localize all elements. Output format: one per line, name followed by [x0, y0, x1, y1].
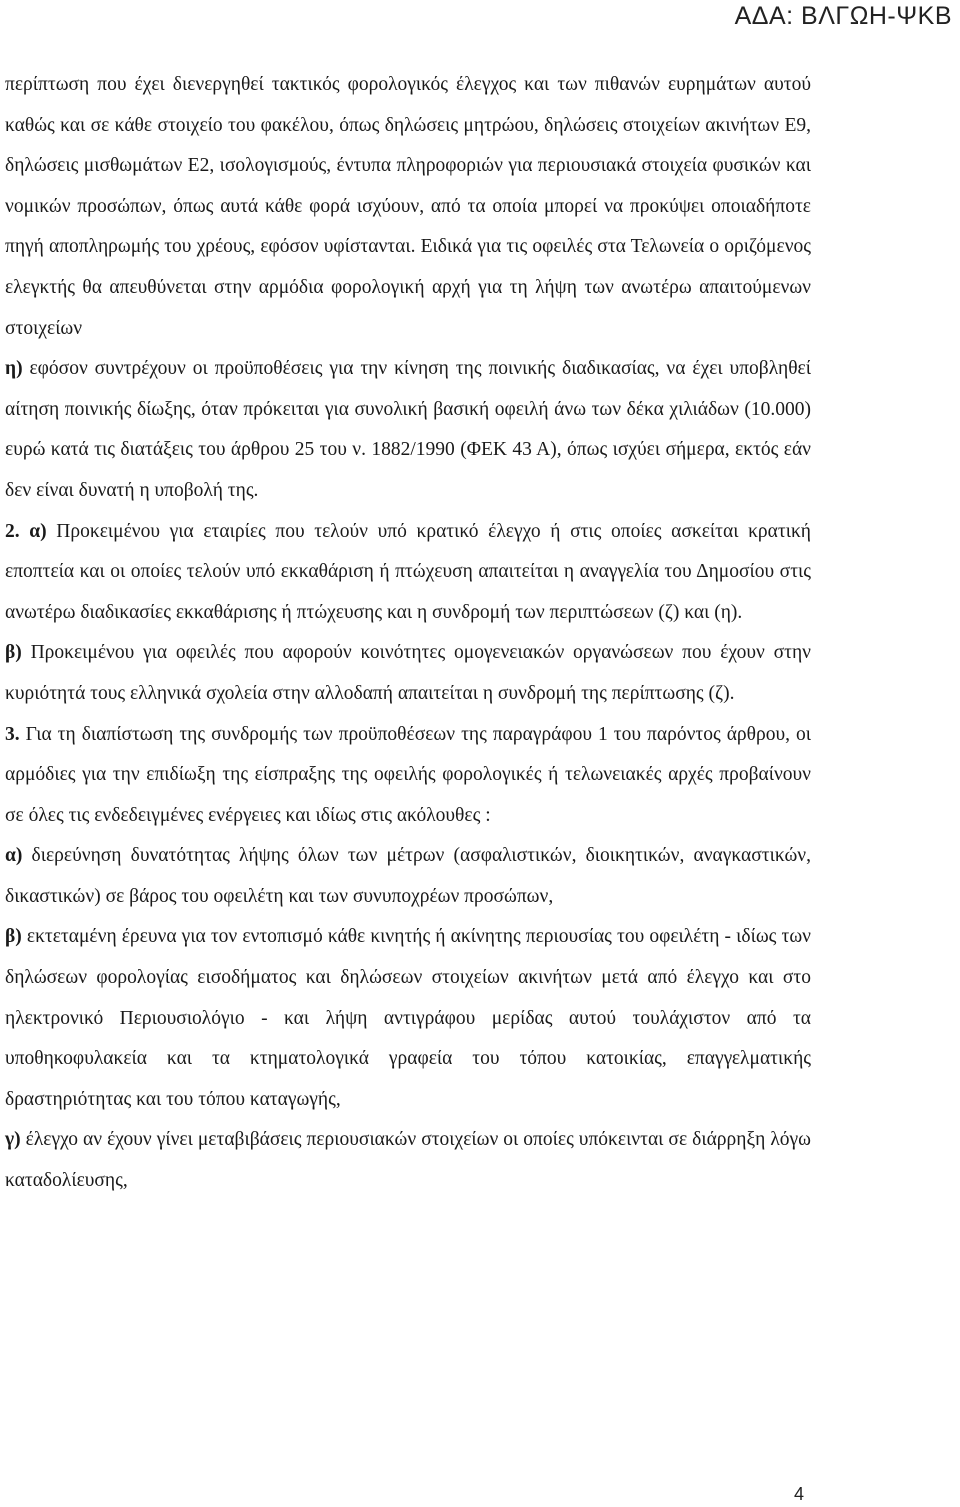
- item-label: η): [5, 358, 23, 380]
- paragraph-text: Προκειμένου για οφειλές που αφορούν κοινότητες ομογενειακών οργανώσεων που έχουν στην κυριότητά τους ελληνικά σχολεία στην αλλοδαπή απαιτείται η συνδρομή της περίπτωσης (ζ).: [5, 642, 811, 704]
- item-label: 2. α): [5, 520, 47, 542]
- paragraph-continuation: [5, 65, 811, 349]
- paragraph-3-beta: [5, 917, 811, 1120]
- item-label: β): [5, 926, 22, 948]
- ada-code-header: ΑΔΑ: ΒΛΓΩΗ-ΨΚΒ: [734, 2, 952, 30]
- item-label: α): [5, 845, 23, 867]
- document-body: [5, 65, 811, 1202]
- paragraph-3-gamma: [5, 1120, 811, 1201]
- page-number: 4: [794, 1484, 805, 1504]
- item-label: β): [5, 642, 22, 664]
- paragraph-text: διερεύνηση δυνατότητας λήψης όλων των μέτρων (ασφαλιστικών, διοικητικών, αναγκαστικών, δικαστικών) σε βάρος του οφειλέτη και των συνυποχρέων προσώπων,: [5, 845, 811, 907]
- paragraph-3: [5, 715, 811, 837]
- paragraph-item-eta: [5, 349, 811, 511]
- paragraph-2-beta: [5, 633, 811, 714]
- item-label: γ): [5, 1129, 21, 1151]
- paragraph-text: Για τη διαπίστωση της συνδρομής των προϋποθέσεων της παραγράφου 1 του παρόντος άρθρου, οι αρμόδιες για την επιδίωξη της είσπραξης της οφειλής φορολογικές ή τελωνειακές αρχές προβαίνουν σε όλες τις ενδεδειγμένες ενέργειες και ιδίως στις ακόλουθες :: [5, 723, 811, 826]
- paragraph-text: περίπτωση που έχει διενεργηθεί τακτικός φορολογικός έλεγχος και των πιθανών ευρημάτων αυτού καθώς και σε κάθε στοιχείο του φακέλου, όπως δηλώσεις μητρώου, δηλώσεις στοιχείων ακινήτων Ε9, δηλώσεις μισθωμάτων Ε2, ισολογισμούς, έντυπα πληροφοριών για περιουσιακά στοιχεία φυσικών και νομικών προσώπων, όπως αυτά κάθε φορά ισχύουν, από τα οποία μπορεί να προκύψει οποιαδήποτε πηγή αποπληρωμής του χρέους, εφόσον υφίστανται. Ειδικά για τις οφειλές στα Τελωνεία ο οριζόμενος ελεγκτής θα απευθύνεται στην αρμόδια φορολογική αρχή για τη λήψη των ανωτέρω απαιτούμενων στοιχείων: [5, 74, 811, 339]
- paragraph-text: εφόσον συντρέχουν οι προϋποθέσεις για την κίνηση της ποινικής διαδικασίας, να έχει υποβληθεί αίτηση ποινικής δίωξης, όταν πρόκειται για συνολική βασική οφειλή άνω των δέκα χιλιάδων (10.000) ευρώ κατά τις διατάξεις του άρθρου 25 του ν. 1882/1990 (ΦΕΚ 43 Α), όπως ισχύει σήμερα, εκτός εάν δεν είναι δυνατή η υποβολή της.: [5, 358, 811, 501]
- paragraph-text: εκτεταμένη έρευνα για τον εντοπισμό κάθε κινητής ή ακίνητης περιουσίας του οφειλέτη - ιδίως των δηλώσεων φορολογίας εισοδήματος και δηλώσεων στοιχείων ακινήτων μετά από έλεγχο και στο ηλεκτρονικό Περιουσιολόγιο - και λήψη αντιγράφου μερίδας αυτού τουλάχιστον από τα υποθηκοφυλακεία και τα κτηματολογικά γραφεία του τόπου κατοικίας, επαγγελματικής δραστηριότητας και του τόπου καταγωγής,: [5, 926, 811, 1110]
- paragraph-3-alpha: [5, 836, 811, 917]
- paragraph-2-alpha: [5, 512, 811, 634]
- paragraph-text: έλεγχο αν έχουν γίνει μεταβιβάσεις περιουσιακών στοιχείων οι οποίες υπόκεινται σε διάρρηξη λόγω καταδολίευσης,: [5, 1129, 811, 1192]
- paragraph-text: Προκειμένου για εταιρίες που τελούν υπό κρατικό έλεγχο ή στις οποίες ασκείται κρατική εποπτεία και οι οποίες τελούν υπό εκκαθάριση ή πτώχευση απαιτείται η αναγγελία του Δημοσίου στις ανωτέρω διαδικασίες εκκαθάρισης ή πτώχευσης και η συνδρομή των περιπτώσεων (ζ) και (η).: [5, 520, 811, 623]
- item-label: 3.: [5, 723, 20, 745]
